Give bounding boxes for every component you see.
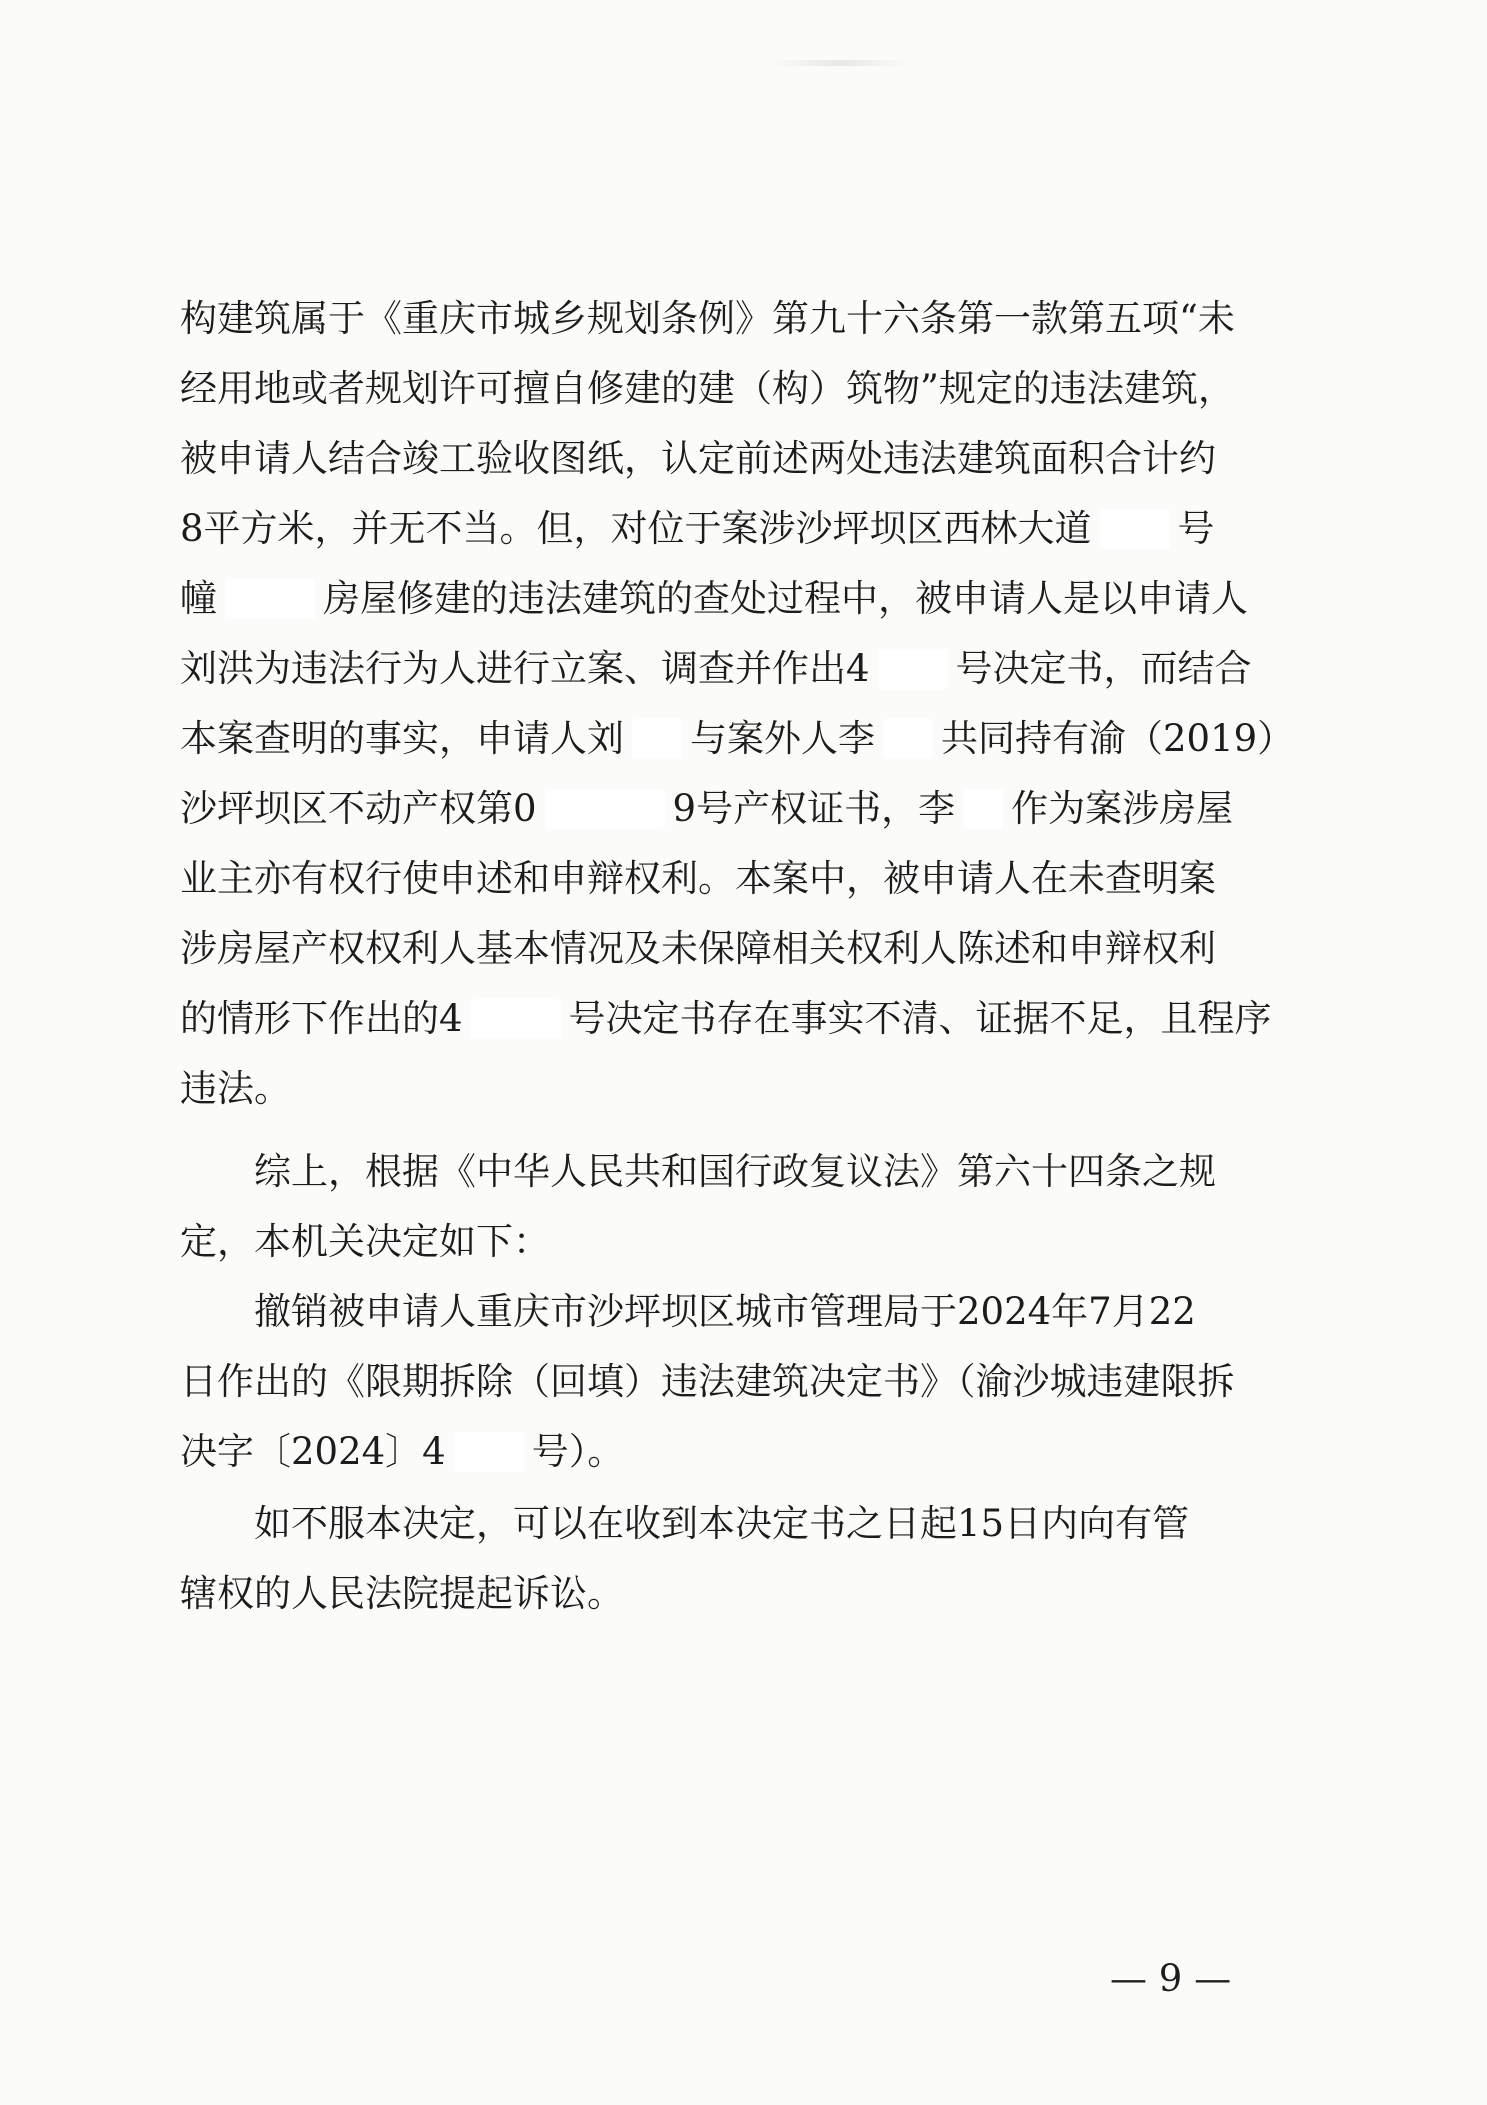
redaction-block	[1100, 509, 1170, 549]
text-line-5-part-2: 房屋修建的违法建筑的查处过程中，被申请人是以申请人	[323, 577, 1248, 620]
text-line-14	[180, 1216, 1302, 1268]
page-number: — 9 —	[1110, 1957, 1232, 2000]
text-line-7	[180, 713, 1302, 765]
redaction-block	[878, 649, 948, 689]
text-line-19	[180, 1568, 1302, 1620]
text-line-8-part-3: 作为案涉房屋	[1011, 787, 1234, 830]
text-line-13	[180, 1146, 1302, 1198]
text-line-2-content: 经用地或者规划许可擅自修建的建（构）筑物”规定的违法建筑，	[180, 367, 1235, 410]
text-line-4	[180, 503, 1302, 555]
text-line-3-content: 被申请人结合竣工验收图纸，认定前述两处违法建筑面积合计约	[180, 437, 1216, 480]
text-line-12-content: 违法。	[180, 1067, 291, 1110]
text-line-17-part-2: 号）。	[531, 1430, 625, 1473]
text-line-19-content: 辖权的人民法院提起诉讼。	[180, 1572, 624, 1615]
text-line-10	[180, 923, 1302, 975]
redaction-block	[545, 789, 665, 829]
text-line-11-part-2: 号决定书存在事实不清、证据不足，且程序	[568, 997, 1272, 1040]
redaction-block	[632, 719, 682, 759]
text-line-16	[180, 1356, 1302, 1408]
text-line-5-part-1: 幢	[180, 577, 217, 620]
redaction-block	[963, 789, 1003, 829]
text-line-8-part-2: 9号产权证书，李	[672, 787, 956, 830]
text-line-16-content: 日作出的《限期拆除（回填）违法建筑决定书》（渝沙城违建限拆	[180, 1360, 1235, 1403]
text-line-13-content: 综上，根据《中华人民共和国行政复议法》第六十四条之规	[180, 1150, 1216, 1193]
text-line-5	[180, 573, 1302, 625]
text-line-17	[180, 1426, 1302, 1478]
text-line-17-part-1: 决字〔2024〕4	[180, 1430, 446, 1473]
text-line-10-content: 涉房屋产权权利人基本情况及未保障相关权利人陈述和申辩权利	[180, 927, 1216, 970]
text-line-9	[180, 853, 1302, 905]
redaction-block	[883, 719, 933, 759]
text-line-4-part-2: 号	[1177, 507, 1215, 550]
text-line-6-part-2: 号决定书，而结合	[955, 647, 1252, 690]
text-line-15	[180, 1286, 1302, 1338]
text-line-15-content: 撤销被申请人重庆市沙坪坝区城市管理局于2024年7月22	[180, 1290, 1196, 1333]
redaction-block	[454, 1432, 524, 1472]
redaction-block	[471, 999, 561, 1039]
text-line-18-content: 如不服本决定，可以在收到本决定书之日起15日内向有管	[180, 1502, 1190, 1545]
text-line-11-part-1: 的情形下作出的4	[180, 997, 463, 1040]
text-line-18	[180, 1498, 1302, 1550]
text-line-9-content: 业主亦有权行使申述和申辩权利。本案中，被申请人在未查明案	[180, 857, 1216, 900]
text-line-11	[180, 993, 1302, 1045]
text-line-14-content: 定，本机关决定如下：	[180, 1220, 550, 1263]
text-line-6	[180, 643, 1302, 695]
text-line-7-part-3: 共同持有渝（2019）	[941, 717, 1295, 760]
text-line-2	[180, 363, 1302, 415]
text-line-6-part-1: 刘洪为违法行为人进行立案、调查并作出4	[180, 647, 870, 690]
text-line-4-part-1: 8平方米，并无不当。但，对位于案涉沙坪坝区西林大道	[180, 507, 1092, 550]
text-line-1-content: 构建筑属于《重庆市城乡规划条例》第九十六条第一款第五项“未	[180, 297, 1235, 340]
text-line-8-part-1: 沙坪坝区不动产权第0	[180, 787, 537, 830]
text-line-7-part-2: 与案外人李	[690, 717, 875, 760]
text-line-7-part-1: 本案查明的事实，申请人刘	[180, 717, 624, 760]
text-line-3	[180, 433, 1302, 485]
text-line-12	[180, 1063, 1302, 1115]
text-line-8	[180, 783, 1302, 835]
scan-artifact-mark	[770, 60, 910, 66]
redaction-block	[225, 579, 315, 619]
text-line-1	[180, 293, 1302, 345]
